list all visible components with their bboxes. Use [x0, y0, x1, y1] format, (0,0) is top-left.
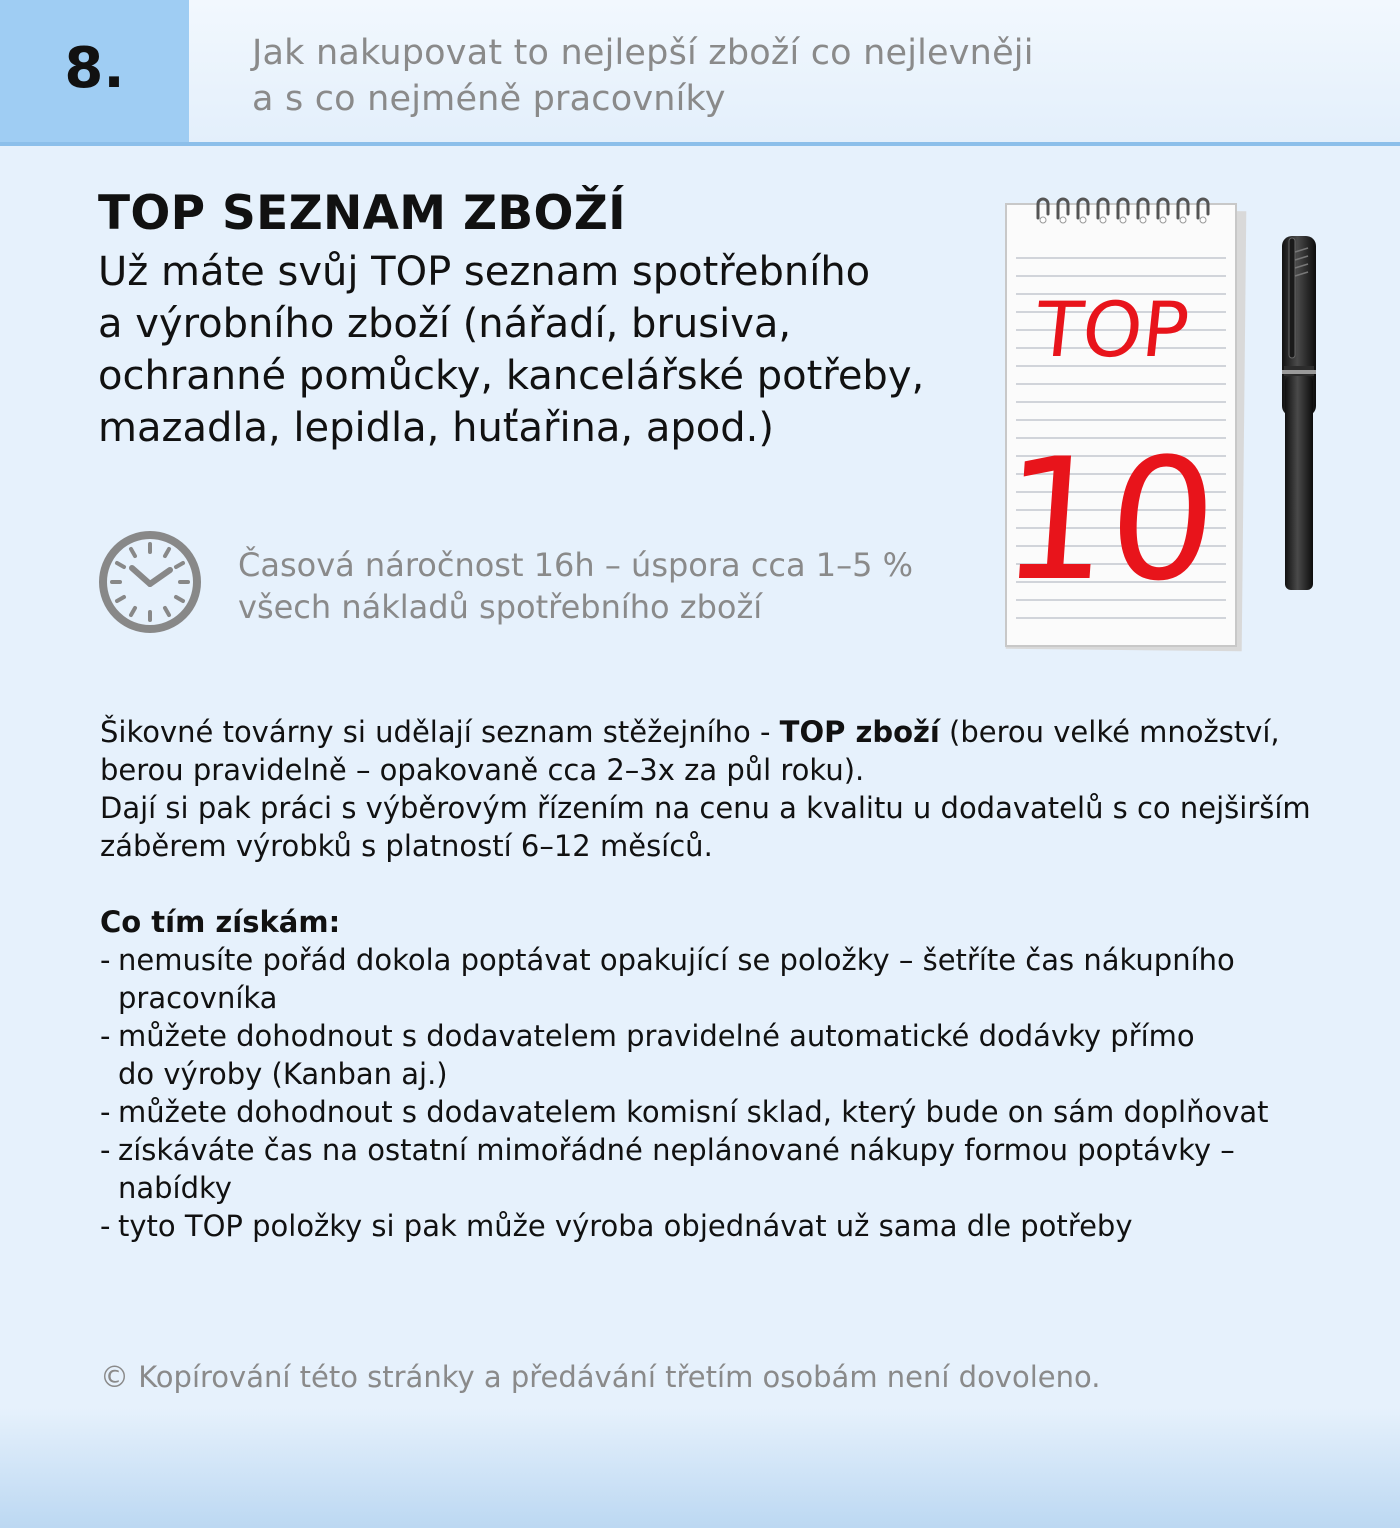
benefit-1-line-1: nemusíte pořád dokola poptávat opakující se položky – šetříte čas nákupního — [118, 943, 1235, 977]
chapter-number: 8. — [64, 36, 125, 101]
p1-text-before: Šikovné továrny si udělají seznam stěžejního - — [100, 715, 780, 749]
section-title: TOP SEZNAM ZBOŽÍ — [98, 186, 626, 241]
header-title-line-1: Jak nakupovat to nejlepší zboží co nejlevněji — [252, 33, 1034, 73]
benefit-4-line-2: nabídky — [118, 1171, 232, 1205]
intro-line-4: mazadla, lepidla, huťařina, apod.) — [98, 405, 774, 451]
copyright-notice: © Kopírování této stránky a předávání třetím osobám není dovoleno. — [100, 1360, 1101, 1394]
intro-line-2: a výrobního zboží (nářadí, brusiva, — [98, 301, 792, 347]
time-savings-note — [238, 544, 958, 628]
p2-line-2: záběrem výrobků s platností 6–12 měsíců. — [100, 829, 713, 863]
header-title — [252, 30, 1112, 122]
main-body — [100, 713, 1330, 1245]
header-title-line-2: a s co nejméně pracovníky — [252, 79, 726, 119]
benefit-item — [100, 1131, 1330, 1207]
benefit-2-line-2: do výroby (Kanban aj.) — [118, 1057, 448, 1091]
benefits-title: Co tím získám: — [100, 905, 341, 939]
p1-bold-top-goods: TOP zboží — [779, 715, 940, 749]
clock-icon — [96, 528, 204, 636]
benefit-item — [100, 941, 1330, 1017]
benefit-5-line-1: tyto TOP položky si pak může výroba objednávat už sama dle potřeby — [118, 1209, 1133, 1243]
chapter-badge — [0, 0, 189, 142]
benefit-3-line-1: můžete dohodnout s dodavatelem komisní sklad, který bude on sám doplňovat — [118, 1095, 1269, 1129]
time-note-line-1: Časová náročnost 16h – úspora cca 1–5 % — [238, 546, 914, 584]
benefit-item — [100, 1093, 1330, 1131]
intro-text — [98, 246, 978, 454]
top10-notebook-illustration — [996, 180, 1336, 660]
benefit-4-line-1: získáváte čas na ostatní mimořádné neplánované nákupy formou poptávky – — [118, 1133, 1235, 1167]
p1-line-2: berou pravidelně – opakovaně cca 2–3x za půl roku). — [100, 753, 865, 787]
intro-line-3: ochranné pomůcky, kancelářské potřeby, — [98, 353, 925, 399]
paragraph-tender — [100, 789, 1330, 865]
illustration-top-text: TOP — [1031, 285, 1193, 374]
illustration-number-text: 10 — [996, 422, 1223, 618]
page-header — [0, 0, 1400, 146]
benefit-1-line-2: pracovníka — [118, 981, 278, 1015]
benefit-2-line-1: můžete dohodnout s dodavatelem pravidelné automatické dodávky přímo — [118, 1019, 1195, 1053]
benefit-item — [100, 1207, 1330, 1245]
bottom-gradient — [0, 1408, 1400, 1528]
paragraph-top-goods — [100, 713, 1330, 789]
intro-line-1: Už máte svůj TOP seznam spotřebního — [98, 249, 871, 295]
benefits-list — [100, 941, 1330, 1245]
p1-text-after: (berou velké množství, — [939, 715, 1280, 749]
benefit-item — [100, 1017, 1330, 1093]
pen-icon — [1282, 236, 1316, 590]
p2-line-1: Dají si pak práci s výběrovým řízením na cenu a kvalitu u dodavatelů s co nejširším — [100, 791, 1311, 825]
time-note-line-2: všech nákladů spotřebního zboží — [238, 588, 763, 626]
